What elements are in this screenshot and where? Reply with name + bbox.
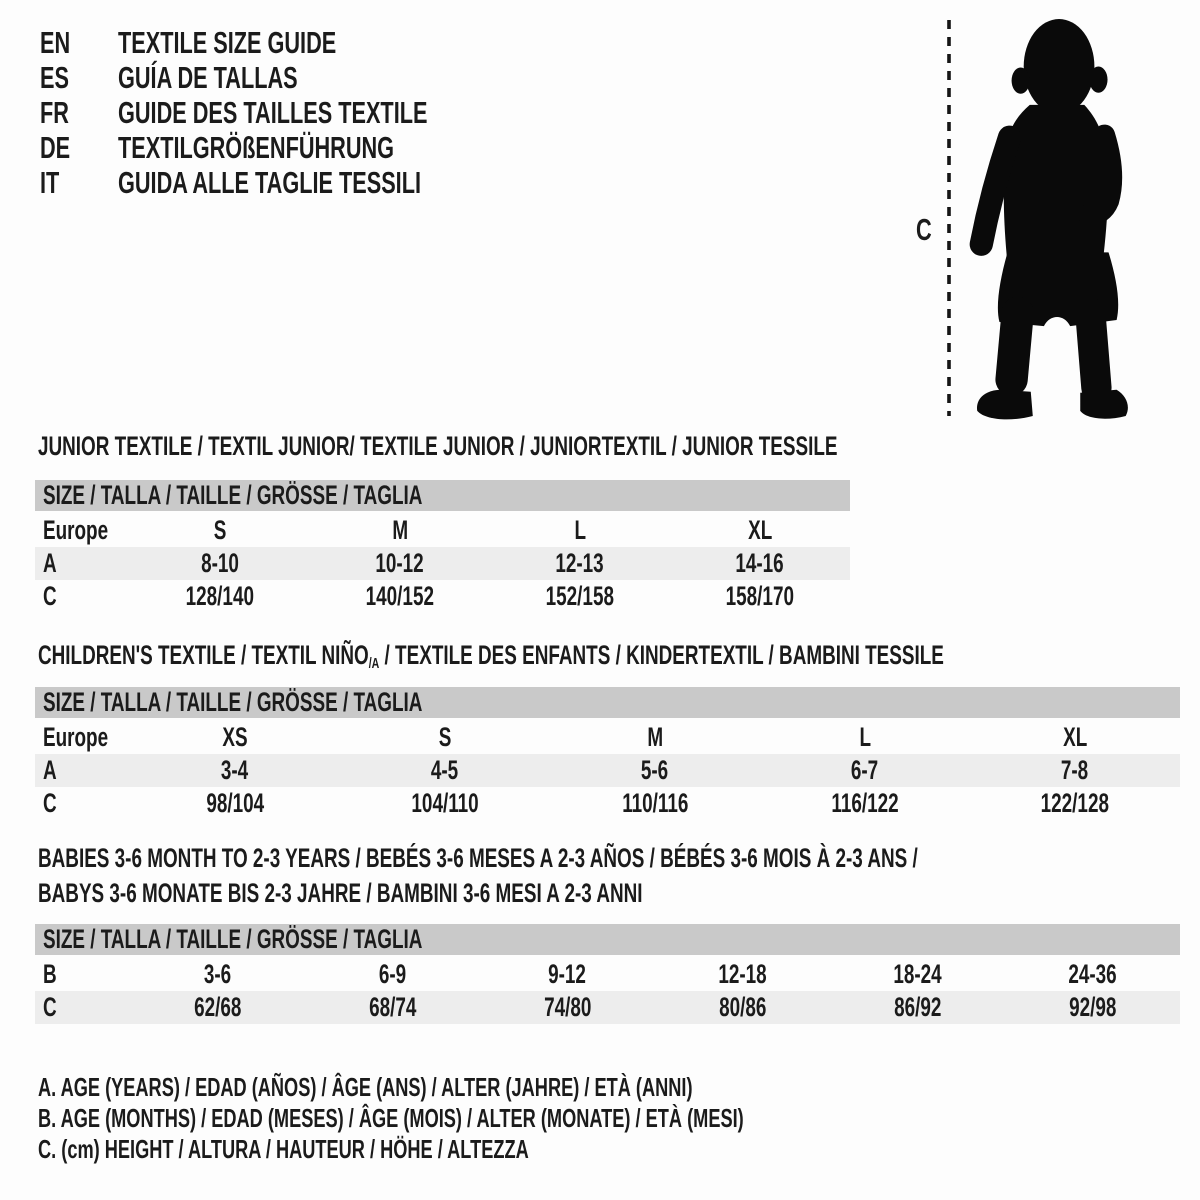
legend-line-c: C. (cm) HEIGHT / ALTURA / HAUTEUR / HÖHE / ALTEZZA — [38, 1134, 529, 1164]
size-cell: 8-10 — [201, 548, 239, 578]
lang-label-en: TEXTILE SIZE GUIDE — [118, 24, 337, 60]
size-cell: 6-9 — [378, 959, 407, 989]
size-cell: 9-12 — [548, 959, 587, 989]
size-cell: XS — [222, 722, 248, 752]
size-cell: 3-6 — [203, 959, 232, 989]
size-cell: 7-8 — [1061, 755, 1089, 785]
babies-section-title — [38, 840, 1200, 910]
size-cell: 92/98 — [1068, 992, 1117, 1022]
table-row — [35, 514, 850, 547]
size-cell: 6-7 — [851, 755, 879, 785]
table-row — [35, 754, 1180, 787]
table-row — [35, 991, 1180, 1024]
size-cell: 24-36 — [1068, 959, 1117, 989]
size-cell: 12-13 — [555, 548, 605, 578]
lang-code-en: EN — [40, 24, 71, 60]
size-cell: 10-12 — [375, 548, 425, 578]
size-cell: 12-18 — [718, 959, 767, 989]
size-cell: 18-24 — [893, 959, 942, 989]
size-cell: 62/68 — [193, 992, 242, 1022]
row-label: C — [43, 788, 57, 818]
size-cell: XL — [747, 515, 773, 545]
table-row — [35, 580, 850, 613]
table-row — [35, 958, 1180, 991]
row-label: Europe — [43, 722, 109, 752]
size-cell: L — [859, 722, 871, 752]
babies-size-header-band: SIZE / TALLA / TAILLE / GRÖSSE / TAGLIA — [35, 924, 1180, 955]
size-cell: 104/110 — [411, 788, 479, 818]
junior-section-title: JUNIOR TEXTILE / TEXTIL JUNIOR/ TEXTILE JUNIOR / JUNIORTEXTIL / JUNIOR TESSILE — [38, 431, 838, 461]
lang-code-de: DE — [40, 129, 71, 165]
lang-label-de: TEXTILGRÖßENFÜHRUNG — [118, 129, 395, 165]
size-cell: 3-4 — [221, 755, 249, 785]
table-row — [35, 547, 850, 580]
size-cell: 14-16 — [735, 548, 785, 578]
size-cell: 98/104 — [206, 788, 264, 818]
lang-code-es: ES — [40, 59, 69, 95]
table-row — [35, 787, 1180, 820]
lang-code-it: IT — [40, 164, 60, 200]
size-cell: 68/74 — [368, 992, 417, 1022]
children-size-header-band: SIZE / TALLA / TAILLE / GRÖSSE / TAGLIA — [35, 687, 1180, 718]
lang-row-en — [40, 25, 560, 60]
lang-label-it: GUIDA ALLE TAGLIE TESSILI — [118, 164, 422, 200]
size-cell: M — [392, 515, 408, 545]
babies-size-table — [35, 924, 1180, 1024]
row-label: Europe — [43, 515, 109, 545]
legend-line-b: B. AGE (MONTHS) / EDAD (MESES) / ÂGE (MOIS) / ALTER (MONATE) / ETÀ (MESI) — [38, 1103, 744, 1133]
size-cell: M — [647, 722, 663, 752]
junior-size-table — [35, 480, 850, 613]
lang-row-de — [40, 130, 560, 165]
legend-line-a: A. AGE (YEARS) / EDAD (AÑOS) / ÂGE (ANS) / ALTER (JAHRE) / ETÀ (ANNI) — [38, 1072, 693, 1102]
lang-code-fr: FR — [40, 94, 69, 130]
title-line-2: BABYS 3-6 MONATE BIS 2-3 JAHRE / BAMBINI 3-6 MESI A 2-3 ANNI — [38, 877, 643, 908]
size-cell: 110/116 — [621, 788, 689, 818]
lang-row-fr — [40, 95, 560, 130]
row-label: B — [43, 959, 57, 989]
children-size-table — [35, 687, 1180, 820]
size-cell: 5-6 — [641, 755, 669, 785]
size-cell: 80/86 — [718, 992, 767, 1022]
row-label: C — [43, 581, 57, 611]
title-line-1: BABIES 3-6 MONTH TO 2-3 YEARS / BEBÉS 3-6 MESES A 2-3 AÑOS / BÉBÉS 3-6 MOIS À 2-3 ANS / — [38, 842, 918, 873]
lang-row-es — [40, 60, 560, 95]
title-text: / TEXTILE DES ENFANTS / KINDERTEXTIL / BAMBINI TESSILE — [379, 640, 944, 670]
size-cell: 116/122 — [831, 788, 899, 818]
size-cell: 74/80 — [543, 992, 592, 1022]
row-label: C — [43, 992, 57, 1022]
size-cell: S — [213, 515, 227, 545]
children-section-title — [38, 640, 1200, 679]
size-cell: 140/152 — [365, 581, 435, 611]
title-subscript: /A — [368, 655, 380, 673]
lang-label-es: GUÍA DE TALLAS — [118, 59, 298, 95]
size-cell: XL — [1062, 722, 1088, 752]
size-cell: 152/158 — [545, 581, 615, 611]
junior-size-header-band: SIZE / TALLA / TAILLE / GRÖSSE / TAGLIA — [35, 480, 850, 511]
lang-row-it — [40, 165, 560, 200]
size-cell: 158/170 — [725, 581, 795, 611]
size-cell: 4-5 — [431, 755, 459, 785]
row-label: A — [43, 548, 57, 578]
lang-label-fr: GUIDE DES TAILLES TEXTILE — [118, 94, 428, 130]
table-row — [35, 721, 1180, 754]
size-cell: 86/92 — [893, 992, 942, 1022]
language-header — [40, 25, 560, 200]
size-cell: 128/140 — [185, 581, 255, 611]
legend — [38, 1072, 1046, 1165]
title-text: CHILDREN'S TEXTILE / TEXTIL NIÑO — [38, 640, 369, 670]
size-cell: S — [438, 722, 452, 752]
height-measure-line — [946, 18, 952, 418]
row-label: A — [43, 755, 57, 785]
size-cell: 122/128 — [1040, 788, 1110, 818]
size-cell: L — [574, 515, 586, 545]
toddler-silhouette-icon — [962, 16, 1146, 420]
measure-label-c: C — [916, 212, 932, 247]
